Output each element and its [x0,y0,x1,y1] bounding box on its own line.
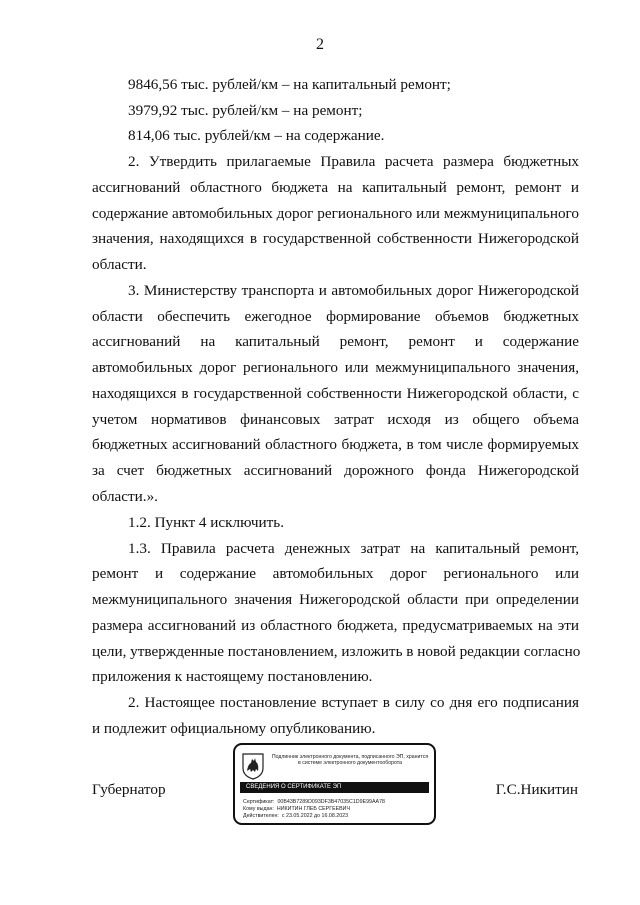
certificate-row [243,799,385,805]
text-line: 3979,92 тыс. рублей/км – на ремонт; [128,102,363,119]
signatory-name: Г.С.Никитин [495,781,578,798]
validity-value: с 23.05.2022 до 16.08.2023 [281,813,349,819]
signatory-position: Губернатор [92,781,166,798]
text-line: 3. Министерству транспорта и автомобильных дорог Нижегородской [128,282,579,299]
text-line: ремонт и содержание автомобильных дорог регионального или [92,565,579,582]
text-line: ассигнований на капитальный ремонт, ремонт и содержание [92,333,579,350]
owner-value: НИКИТИН ГЛЕБ СЕРГЕЕВИЧ [276,806,351,812]
text-line: области. [92,256,147,273]
text-line: размера ассигнований из областного бюджета, предусматриваемых на эти [92,617,579,634]
text-line: приложения к настоящему постановлению. [92,668,373,685]
text-line: области.». [92,488,158,505]
text-line: учетом нормативов финансовых затрат исходя из общего объема [92,411,579,428]
coat-of-arms-icon [242,753,264,780]
text-line: бюджетных ассигнований областного бюджета, в том числе формируемых [92,436,579,453]
text-line: 1.3. Правила расчета денежных затрат на капитальный ремонт, [128,540,579,557]
validity-row [243,813,348,819]
text-line: 2. Настоящее постановление вступает в силу со дня его подписания [128,694,579,711]
text-line: содержание автомобильных дорог регионального или межмуниципального [92,205,579,222]
certificate-label: Сертификат: [243,799,275,805]
owner-label: Кому выдан: [243,806,274,812]
stamp-title-bar: СВЕДЕНИЯ О СЕРТИФИКАТЕ ЭП [240,782,429,793]
text-line: цели, утвержденные постановлением, изложить в новой редакции согласно [92,643,581,660]
text-line: автомобильных дорог регионального или межмуниципального значения, [92,359,579,376]
text-line: 814,06 тыс. рублей/км – на содержание. [128,127,385,144]
certificate-value: 00B43B7289D093DF3B47035C1D9E99AA78 [277,799,385,805]
text-line: 1.2. Пункт 4 исключить. [128,514,284,531]
electronic-signature-stamp [233,743,436,825]
text-line: 2. Утвердить прилагаемые Правила расчета размера бюджетных [128,153,579,170]
validity-label: Действителен: [243,813,279,819]
text-line: области обеспечить ежегодное формирование объемов бюджетных [92,308,579,325]
text-line: ассигнований областного бюджета на капитальный ремонт, ремонт и [92,179,579,196]
stamp-header: Подлинник электронного документа, подписанного ЭП, хранится в системе электронного документооборота [271,754,429,767]
text-line: за счет бюджетных ассигнований дорожного фонда Нижегородской [92,462,579,479]
text-line: межмуниципального значения Нижегородской области при определении [92,591,579,608]
text-line: значения, находящихся в государственной собственности Нижегородской [92,230,579,247]
owner-row [243,806,350,812]
text-line: 9846,56 тыс. рублей/км – на капитальный ремонт; [128,76,451,93]
page-number: 2 [316,36,324,53]
text-line: находящихся в государственной собственности Нижегородской области, с [92,385,579,402]
text-line: и подлежит официальному опубликованию. [92,720,376,737]
